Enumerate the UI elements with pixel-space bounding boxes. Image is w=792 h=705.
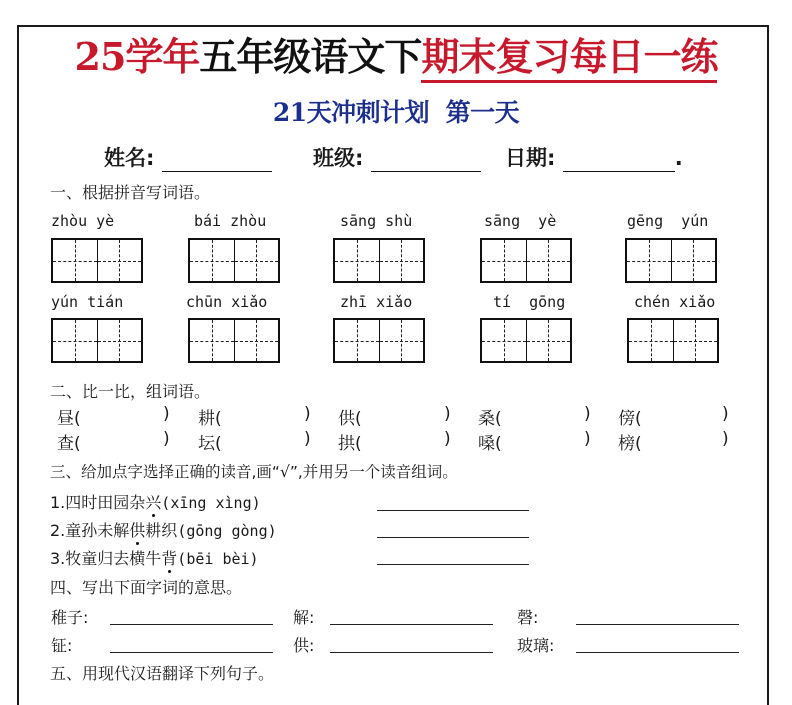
name-field[interactable] xyxy=(104,142,272,172)
dotted-char: 供 xyxy=(129,521,146,540)
class-label: 班级: xyxy=(313,146,364,170)
tianzige-box[interactable] xyxy=(333,238,425,283)
date-field[interactable] xyxy=(505,142,683,172)
class-field[interactable] xyxy=(313,142,481,172)
tianzige-box[interactable] xyxy=(51,318,143,363)
meaning-line[interactable] xyxy=(330,652,493,653)
answer-line[interactable] xyxy=(377,537,529,538)
date-label: 日期: xyxy=(505,146,556,170)
tianzige-box[interactable] xyxy=(480,318,572,363)
compare-item[interactable]: 嗓( ) xyxy=(478,429,591,454)
compare-item[interactable]: 供( ) xyxy=(338,404,451,429)
title-year: 25学年 xyxy=(74,34,200,79)
tianzige-box[interactable] xyxy=(480,238,572,283)
meaning-line[interactable] xyxy=(110,624,273,625)
title-grade-subject: 五年级语文下 xyxy=(199,34,422,79)
tianzige-box[interactable] xyxy=(333,318,425,363)
date-blank[interactable] xyxy=(563,151,675,172)
tianzige-box[interactable] xyxy=(627,318,719,363)
tianzige-box[interactable] xyxy=(625,238,717,283)
compare-item[interactable]: 榜( ) xyxy=(618,429,729,454)
dotted-char: 兴 xyxy=(145,493,162,512)
section4-heading: 四、写出下面字词的意思。 xyxy=(50,578,243,597)
pinyin-label: yún tián xyxy=(51,293,124,311)
tianzige-box[interactable] xyxy=(188,238,280,283)
page-title xyxy=(0,34,792,80)
compare-item[interactable]: 查( ) xyxy=(57,429,170,454)
pinyin-label: zhòu yè xyxy=(51,212,115,230)
meaning-line[interactable] xyxy=(576,652,739,653)
compare-item[interactable]: 坛( ) xyxy=(198,429,311,454)
title-practice: 期末复习每日一练 xyxy=(421,34,717,83)
section5-heading: 五、用现代汉语翻译下列句子。 xyxy=(50,664,275,683)
tianzige-box[interactable] xyxy=(188,318,280,363)
name-label: 姓名: xyxy=(104,146,155,170)
meaning-label: 稚子: xyxy=(51,608,89,627)
class-blank[interactable] xyxy=(371,151,481,172)
pronunciation-question: 1.四时田园杂兴(xīng xìng) xyxy=(50,493,261,512)
compare-item[interactable]: 昼( ) xyxy=(57,404,170,429)
date-end: . xyxy=(674,146,683,170)
pronunciation-question: 3.牧童归去横牛背(bēi bèi) xyxy=(50,549,259,568)
compare-item[interactable]: 耕( ) xyxy=(198,404,311,429)
compare-item[interactable]: 傍( ) xyxy=(618,404,729,429)
answer-line[interactable] xyxy=(377,510,529,511)
name-blank[interactable] xyxy=(162,151,272,172)
pinyin-label: chūn xiǎo xyxy=(186,293,268,311)
meaning-line[interactable] xyxy=(576,624,739,625)
compare-item[interactable]: 桑( ) xyxy=(478,404,591,429)
page-subtitle: 21天冲刺计划 第一天 xyxy=(272,98,520,127)
meaning-label: 解: xyxy=(293,608,315,627)
meaning-label: 供: xyxy=(293,636,315,655)
meaning-label: 钲: xyxy=(51,636,73,655)
meaning-line[interactable] xyxy=(110,652,273,653)
section2-heading: 二、比一比，组词语。 xyxy=(50,382,211,401)
tianzige-box[interactable] xyxy=(51,238,143,283)
pinyin-label: sāng shù xyxy=(340,212,413,230)
meaning-label: 玻璃: xyxy=(517,636,555,655)
pinyin-label: zhī xiǎo xyxy=(340,293,413,311)
meaning-label: 磬: xyxy=(517,608,539,627)
pinyin-label: gēng yún xyxy=(627,212,709,230)
section3-heading: 三、给加点字选择正确的读音,画“√”,并用另一个读音组词。 xyxy=(50,463,458,481)
pinyin-label: sāng yè xyxy=(484,212,557,230)
section1-heading: 一、根据拼音写词语。 xyxy=(50,183,211,202)
meaning-line[interactable] xyxy=(330,624,493,625)
compare-item[interactable]: 拱( ) xyxy=(338,429,451,454)
pronunciation-question: 2.童孙未解供耕织(gōng gòng) xyxy=(50,521,277,540)
pinyin-label: chén xiǎo xyxy=(634,293,716,311)
dotted-char: 背 xyxy=(161,549,178,568)
pinyin-label: tí gōng xyxy=(493,293,566,311)
answer-line[interactable] xyxy=(377,564,529,565)
pinyin-label: bái zhòu xyxy=(194,212,267,230)
